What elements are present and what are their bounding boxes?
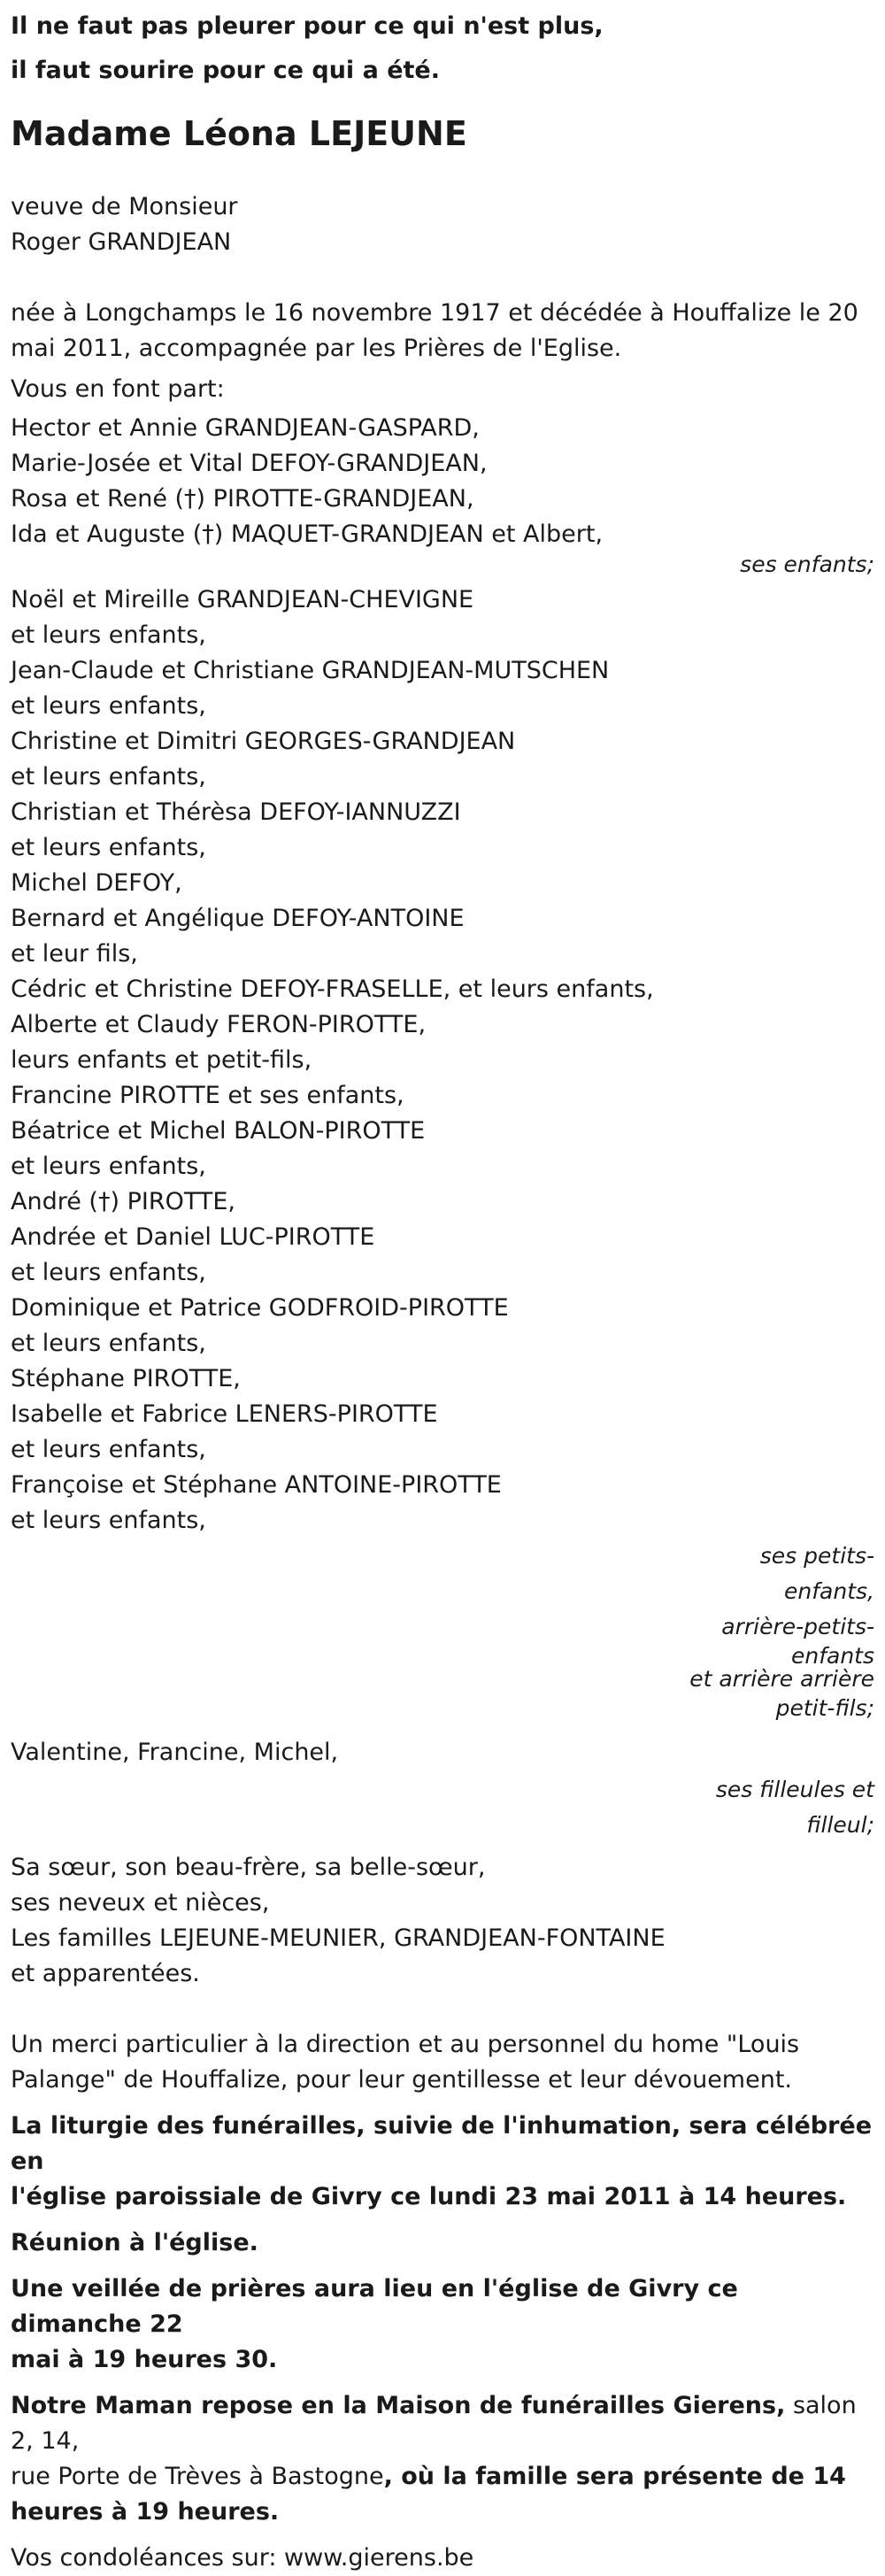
list-item: Bernard et Angélique DEFOY-ANTOINE	[11, 905, 465, 932]
godchildren-label	[671, 1772, 874, 1843]
list-item: et leurs enfants,	[11, 692, 206, 720]
liturgy-line: La liturgie des funérailles, suivie de l'inhumation, sera célébrée en	[11, 2112, 873, 2175]
list-item: et leurs enfants,	[11, 1436, 206, 1463]
list-item: Marie-Josée et Vital DEFOY-GRANDJEAN,	[11, 450, 488, 477]
liturgy-line: l'église paroissiale de Givry ce lundi 23 mai 2011 à 14 heures.	[11, 2183, 847, 2210]
list-item: Béatrice et Michel BALON-PIROTTE	[11, 1117, 426, 1145]
label-line: arrière-petits-	[721, 1614, 874, 1639]
list-item: Sa sœur, son beau-frère, sa belle-sœur,	[11, 1854, 486, 1881]
list-item: leurs enfants et petit-fils,	[11, 1046, 312, 1074]
birth-death-line: née à Longchamps le 16 novembre 1917 et décédée à Houffalize le 20	[11, 299, 858, 327]
list-item: Hector et Annie GRANDJEAN-GASPARD,	[11, 414, 480, 442]
list-item: et leur fils,	[11, 940, 138, 968]
label-line: petit-fils;	[775, 1695, 874, 1721]
grandchildren-list	[11, 582, 874, 1539]
quote	[11, 0, 874, 92]
vigil	[11, 2271, 874, 2378]
list-item: Christian et Thérèsa DEFOY-IANNUZZI	[11, 798, 461, 826]
list-item: Cédric et Christine DEFOY-FRASELLE, et leurs enfants,	[11, 976, 654, 1003]
list-item: Rosa et René (†) PIROTTE-GRANDJEAN,	[11, 485, 474, 513]
list-item: Jean-Claude et Christiane GRANDJEAN-MUTSCHEN	[11, 657, 610, 684]
birth-death	[11, 296, 874, 366]
birth-death-line: mai 2011, accompagnée par les Prières de l'Eglise.	[11, 335, 622, 362]
liturgy	[11, 2109, 874, 2215]
label-line: enfants	[790, 1643, 874, 1669]
rest-line: heures à 19 heures.	[11, 2498, 280, 2526]
list-item: et leurs enfants,	[11, 1259, 206, 1286]
list-item: Dominique et Patrice GODFROID-PIROTTE	[11, 1294, 509, 1322]
godchildren: Valentine, Francine, Michel,	[11, 1739, 339, 1766]
list-item: Noël et Mireille GRANDJEAN-CHEVIGNE	[11, 586, 474, 613]
rest-normal: salon 2, 14,	[11, 2392, 857, 2455]
vigil-line: mai à 19 heures 30.	[11, 2346, 278, 2373]
list-item: Isabelle et Fabrice LENERS-PIROTTE	[11, 1400, 438, 1428]
list-item: ses neveux et nièces,	[11, 1889, 270, 1917]
thanks-line: Un merci particulier à la direction et au personnel du home "Louis	[11, 2031, 800, 2058]
thanks-line: Palange" de Houffalize, pour leur gentillesse et leur dévouement.	[11, 2066, 792, 2094]
list-item: et leurs enfants,	[11, 834, 206, 861]
meeting: Réunion à l'église.	[11, 2229, 258, 2256]
list-item: Ida et Auguste (†) MAQUET-GRANDJEAN et Albert,	[11, 521, 604, 548]
vigil-line: Une veillée de prières aura lieu en l'église de Givry ce dimanche 22	[11, 2275, 738, 2338]
label-line: et arrière arrière	[689, 1666, 874, 1692]
rest-bold: Notre Maman repose en la Maison de funérailles Gierens,	[11, 2392, 786, 2419]
children-list	[11, 411, 874, 552]
list-item: André (†) PIROTTE,	[11, 1188, 235, 1215]
rest-line	[11, 2459, 874, 2495]
list-item: et leurs enfants,	[11, 1153, 206, 1180]
widow-of	[11, 189, 874, 260]
children-label: ses enfants;	[740, 551, 874, 577]
widow-line: veuve de Monsieur	[11, 193, 238, 220]
list-item: Les familles LEJEUNE-MEUNIER, GRANDJEAN-FONTAINE	[11, 1924, 666, 1952]
label-line: ses filleules et	[715, 1777, 874, 1802]
condolences: Vos condoléances sur: www.gierens.be	[11, 2544, 474, 2572]
list-item: et leurs enfants,	[11, 621, 206, 649]
list-item: Christine et Dimitri GEORGES-GRANDJEAN	[11, 728, 516, 755]
label-line: ses petits-enfants,	[759, 1543, 874, 1604]
grandchildren-label	[671, 1539, 874, 1726]
list-item: Andrée et Daniel LUC-PIROTTE	[11, 1223, 375, 1251]
deceased-name: Madame Léona LEJEUNE	[11, 114, 467, 153]
quote-line: il faut sourire pour ce qui a été.	[11, 57, 440, 84]
list-item: et leurs enfants,	[11, 1507, 206, 1534]
list-item: Francine PIROTTE et ses enfants,	[11, 1082, 404, 1109]
list-item: et apparentées.	[11, 1960, 200, 1987]
list-item: Michel DEFOY,	[11, 869, 182, 897]
widow-line: Roger GRANDJEAN	[11, 228, 232, 256]
rest-line	[11, 2388, 874, 2459]
list-item: Stéphane PIROTTE,	[11, 1365, 241, 1392]
list-item: et leurs enfants,	[11, 1330, 206, 1357]
list-item: et leurs enfants,	[11, 763, 206, 791]
list-item: Françoise et Stéphane ANTOINE-PIROTTE	[11, 1471, 502, 1499]
thanks	[11, 2027, 874, 2098]
label-line: filleul;	[806, 1812, 874, 1838]
family-list	[11, 1850, 874, 1992]
rest-bold: , où la famille sera présente de 14	[383, 2463, 846, 2490]
quote-line: Il ne faut pas pleurer pour ce qui n'est plus,	[11, 12, 604, 40]
rest-normal: rue Porte de Trèves à Bastogne	[11, 2463, 384, 2490]
rest-location	[11, 2388, 874, 2530]
list-item: Alberte et Claudy FERON-PIROTTE,	[11, 1011, 427, 1038]
intro: Vous en font part:	[11, 375, 225, 403]
